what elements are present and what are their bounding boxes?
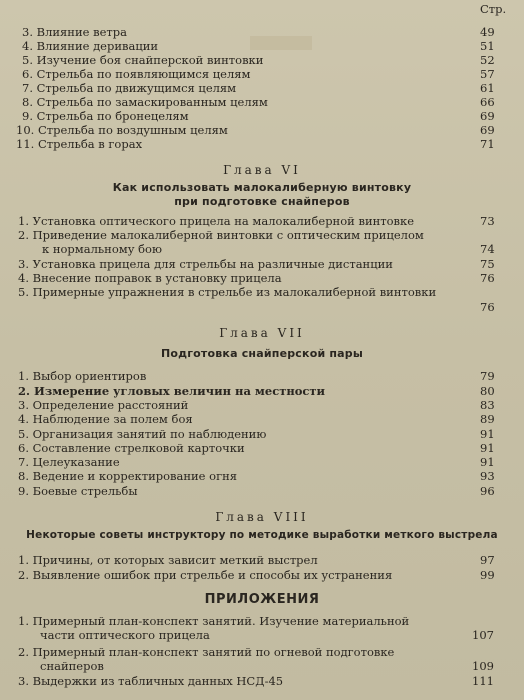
- chapter-label: Глава VII: [219, 326, 305, 340]
- chapter-title: при подготовке снайперов: [174, 195, 350, 208]
- chapter-title: Подготовка снайперской пары: [160, 347, 364, 360]
- chapter-label: Глава VIII: [215, 510, 309, 524]
- chapter-title: Некоторые советы инструктору по методике выработки меткого выстрела: [26, 529, 498, 541]
- ink-smudge: [250, 36, 312, 50]
- appendix-title: ПРИЛОЖЕНИЯ: [204, 592, 320, 607]
- chapter-label: Глава VI: [223, 163, 301, 177]
- toc-page: Стр. 3. Влияние ветра 49 4. Влияние деривации 51 5. Изучение боя снайперской винтовки 52 6. Стрельба по появляющимся целям 57 7. Стрельба по движущимся целям 61 8. Стрельба по замаскированным целям 66 9. Стрельба по бронецелям 69 10. Стрельба по воздушным целям 69 11. Стрельба в горах 71 Глава VI Как использовать малокалиберную винтовку при подготовке снайперов 1. Установка оптического прицела на малокалиберной винтовке 73 2. Приведение малокалиберной винтовки с оптическим прицелом к нормальному бою 74 3. Установка прицела для стрельбы на различные дистанции 75 4. Внесение поправок в установку прицела 76 5. Примерные упражнения в стрельбе из малокалиберной винтовки 76 Глава VII Подготовка снайперской пары 1. Выбор ориентиров 79 2. Измерение угловых величин на местности 80 3. Определение расстояний 83 4. Наблюдение за полем боя 89 5. Организация занятий по наблюдению 91 6. Составление стрелковой карточки 91 7. Целеуказание 91 8. Ведение и корректирование огня 93 9. Боевые стрельбы 96 Глава VIII Некоторые советы инструктору по методике выработки меткого выстрела 1. Причины, от которых зависит меткий выстрел 97 2. Выявление ошибок при стрельбе и способы их устранения 99 ПРИЛОЖЕНИЯ 1. Примерный план-конспект занятий. Изучение материальной части оптического прицела 107 2. Примерный план-конспект занятий по огневой подготовке снайперов 109 3. Выдержки из табличных данных НСД-45 111: [0, 0, 524, 700]
- chapter-title: Как использовать малокалиберную винтовку: [112, 181, 412, 194]
